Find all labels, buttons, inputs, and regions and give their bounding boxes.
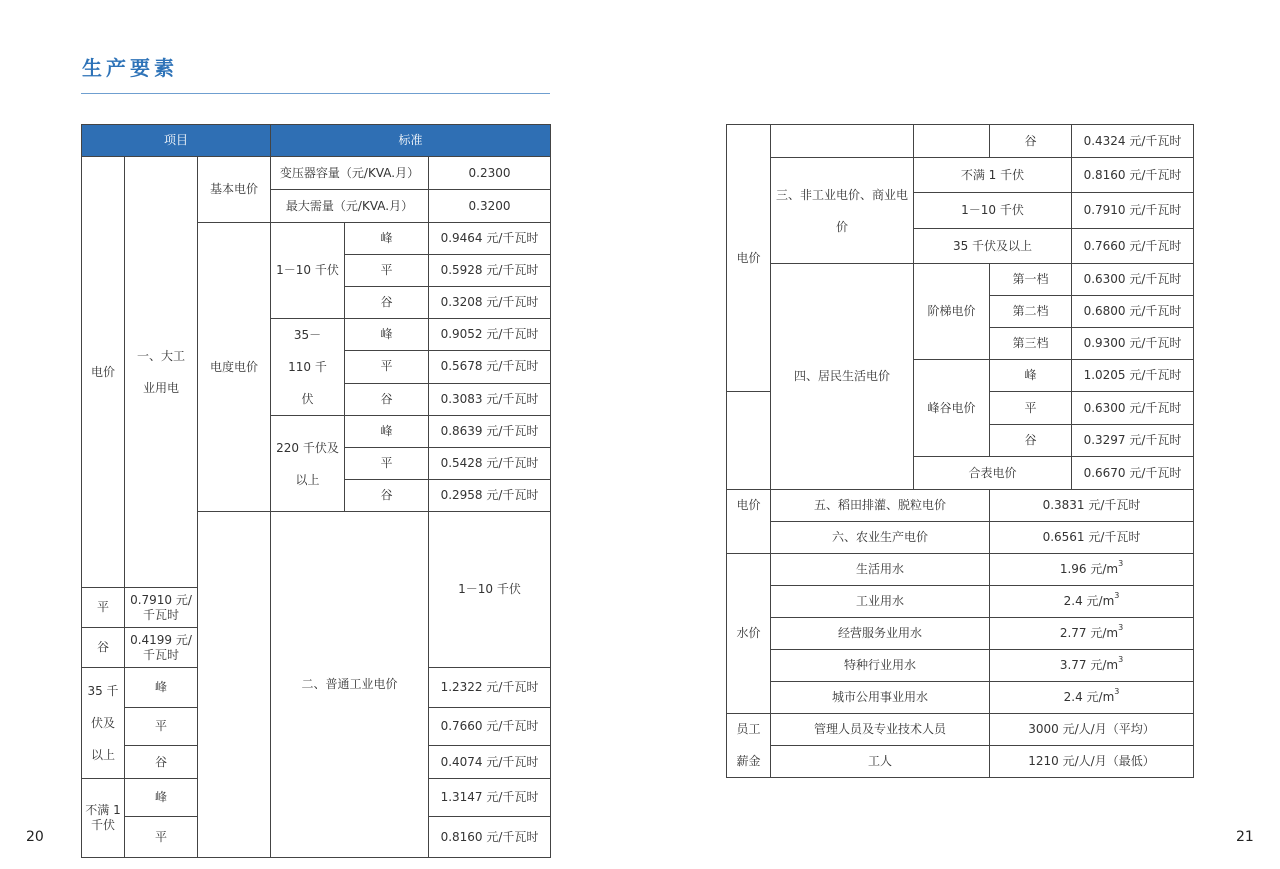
cell-rate: 0.5928 元/千瓦时 (429, 255, 551, 287)
cell-electricity-empty (198, 512, 271, 858)
cell-tier-3: 第三档 (990, 328, 1072, 360)
cell-peak: 峰 (345, 416, 429, 448)
cell-rate: 0.3083 元/千瓦时 (429, 383, 551, 415)
cell-empty (914, 125, 990, 158)
cell-management: 管理人员及专业技术人员 (771, 714, 990, 746)
cell-valley: 谷 (990, 425, 1072, 457)
cell-general-industry: 二、普通工业电价 (271, 512, 429, 858)
cell-general-under-1kv: 不满 1 千伏 (82, 779, 125, 858)
cell-large-industry: 一、大工业用电 (125, 157, 198, 588)
cell-tiered: 阶梯电价 (914, 264, 990, 360)
cell-peak: 峰 (345, 319, 429, 351)
cell-rate: 0.4324 元/千瓦时 (1072, 125, 1194, 158)
cell-rate: 0.7660 元/千瓦时 (429, 708, 551, 746)
cell-general-35kv: 35 千伏及以上 (82, 668, 125, 779)
cell-energy-price: 电度电价 (198, 223, 271, 512)
cell-rate: 0.7910 元/千瓦时 (1072, 193, 1194, 229)
cell-rate: 0.7910 元/千瓦时 (125, 588, 198, 628)
cell-demand-value: 0.3200 (429, 190, 551, 223)
cell-electricity: 电价 (727, 125, 771, 392)
cell-electricity-2: 电价 (727, 490, 771, 554)
cell-management-value: 3000 元/人/月（平均） (990, 714, 1194, 746)
cell-flat: 平 (125, 708, 198, 746)
cell-capacity-value: 0.2300 (429, 157, 551, 190)
cell-residential: 四、居民生活电价 (771, 264, 914, 490)
cell-time-of-use: 峰谷电价 (914, 360, 990, 457)
page-number-20: 20 (26, 829, 44, 845)
cell-rate: 0.6300 元/千瓦时 (1072, 264, 1194, 296)
cell-rate: 0.6800 元/千瓦时 (1072, 296, 1194, 328)
cell-water-domestic-value: 1.96 元$/m^3$ (990, 554, 1194, 586)
cell-general-1-10kv: 1－10 千伏 (429, 512, 551, 668)
cell-worker-value: 1210 元/人/月（最低） (990, 746, 1194, 778)
cell-rate: 0.3297 元/千瓦时 (1072, 425, 1194, 457)
cell-electricity: 电价 (82, 157, 125, 588)
cell-flat: 平 (345, 255, 429, 287)
page-heading: 生产要素 (82, 56, 178, 80)
cell-worker: 工人 (771, 746, 990, 778)
cell-basic-price: 基本电价 (198, 157, 271, 223)
cell-rate: 0.6670 元/千瓦时 (1072, 457, 1194, 490)
cell-voltage-1-10kv: 1－10 千伏 (271, 223, 345, 319)
cell-flat: 平 (82, 588, 125, 628)
cell-rate: 0.3208 元/千瓦时 (429, 287, 551, 319)
cell-rate: 0.8639 元/千瓦时 (429, 416, 551, 448)
cell-staff: 员工 (727, 714, 771, 746)
cell-under-1kv: 不满 1 千伏 (914, 158, 1072, 193)
cell-rate: 0.4199 元/千瓦时 (125, 628, 198, 668)
cell-irrigation-value: 0.3831 元/千瓦时 (990, 490, 1194, 522)
cell-valley: 谷 (345, 383, 429, 415)
heading-divider (81, 93, 550, 94)
cell-flat: 平 (125, 817, 198, 858)
page-number-21: 21 (1236, 829, 1254, 845)
cell-rate: 0.5678 元/千瓦时 (429, 351, 551, 383)
cell-35kv: 35 千伏及以上 (914, 229, 1072, 264)
cell-water-utility-value: 2.4 元$/m^3$ (990, 682, 1194, 714)
cell-capacity-label: 变压器容量（元/KVA.月） (271, 157, 429, 190)
cell-rate: 0.6300 元/千瓦时 (1072, 392, 1194, 425)
cell-peak: 峰 (125, 779, 198, 817)
cell-peak: 峰 (345, 223, 429, 255)
cell-agriculture: 六、农业生产电价 (771, 522, 990, 554)
pricing-table-left (81, 124, 551, 858)
cell-water-service-value: 2.77 元$/m^3$ (990, 618, 1194, 650)
cell-rate: 0.2958 元/千瓦时 (429, 480, 551, 512)
cell-valley: 谷 (345, 480, 429, 512)
cell-peak: 峰 (125, 668, 198, 708)
cell-1-10kv: 1－10 千伏 (914, 193, 1072, 229)
cell-peak: 峰 (990, 360, 1072, 392)
cell-water-service: 经营服务业用水 (771, 618, 990, 650)
cell-rate: 0.5428 元/千瓦时 (429, 448, 551, 480)
cell-flat: 平 (345, 448, 429, 480)
cell-rate: 0.9052 元/千瓦时 (429, 319, 551, 351)
cell-rate: 1.3147 元/千瓦时 (429, 779, 551, 817)
cell-voltage-35-110kv: 35－110 千伏 (271, 319, 345, 416)
cell-rate: 0.4074 元/千瓦时 (429, 746, 551, 779)
cell-valley: 谷 (990, 125, 1072, 158)
cell-tier-1: 第一档 (990, 264, 1072, 296)
cell-water-industrial: 工业用水 (771, 586, 990, 618)
cell-rate: 0.8160 元/千瓦时 (1072, 158, 1194, 193)
cell-valley: 谷 (125, 746, 198, 779)
cell-flat: 平 (990, 392, 1072, 425)
cell-empty (771, 125, 914, 158)
cell-voltage-220kv: 220 千伏及以上 (271, 416, 345, 512)
cell-tier-2: 第二档 (990, 296, 1072, 328)
cell-water-special-value: 3.77 元$/m^3$ (990, 650, 1194, 682)
cell-meter-price: 合表电价 (914, 457, 1072, 490)
cell-demand-label: 最大需量（元/KVA.月） (271, 190, 429, 223)
cell-rate: 0.8160 元/千瓦时 (429, 817, 551, 858)
header-item: 项目 (82, 125, 271, 157)
blue-header-row (82, 125, 551, 157)
cell-valley: 谷 (345, 287, 429, 319)
cell-rate: 0.9300 元/千瓦时 (1072, 328, 1194, 360)
cell-empty (727, 392, 771, 457)
cell-irrigation: 五、稻田排灌、脱粒电价 (771, 490, 990, 522)
cell-water: 水价 (727, 554, 771, 714)
cell-empty (727, 457, 771, 490)
cell-salary: 薪金 (727, 746, 771, 778)
cell-rate: 0.9464 元/千瓦时 (429, 223, 551, 255)
cell-water-special: 特种行业用水 (771, 650, 990, 682)
cell-water-domestic: 生活用水 (771, 554, 990, 586)
cell-valley: 谷 (82, 628, 125, 668)
pricing-table-right (726, 124, 1194, 778)
cell-commercial: 三、非工业电价、商业电价 (771, 158, 914, 264)
cell-rate: 0.7660 元/千瓦时 (1072, 229, 1194, 264)
cell-flat: 平 (345, 351, 429, 383)
cell-water-industrial-value: 2.4 元$/m^3$ (990, 586, 1194, 618)
cell-rate: 1.0205 元/千瓦时 (1072, 360, 1194, 392)
cell-rate: 1.2322 元/千瓦时 (429, 668, 551, 708)
header-standard: 标准 (271, 125, 551, 157)
cell-water-utility: 城市公用事业用水 (771, 682, 990, 714)
cell-agriculture-value: 0.6561 元/千瓦时 (990, 522, 1194, 554)
